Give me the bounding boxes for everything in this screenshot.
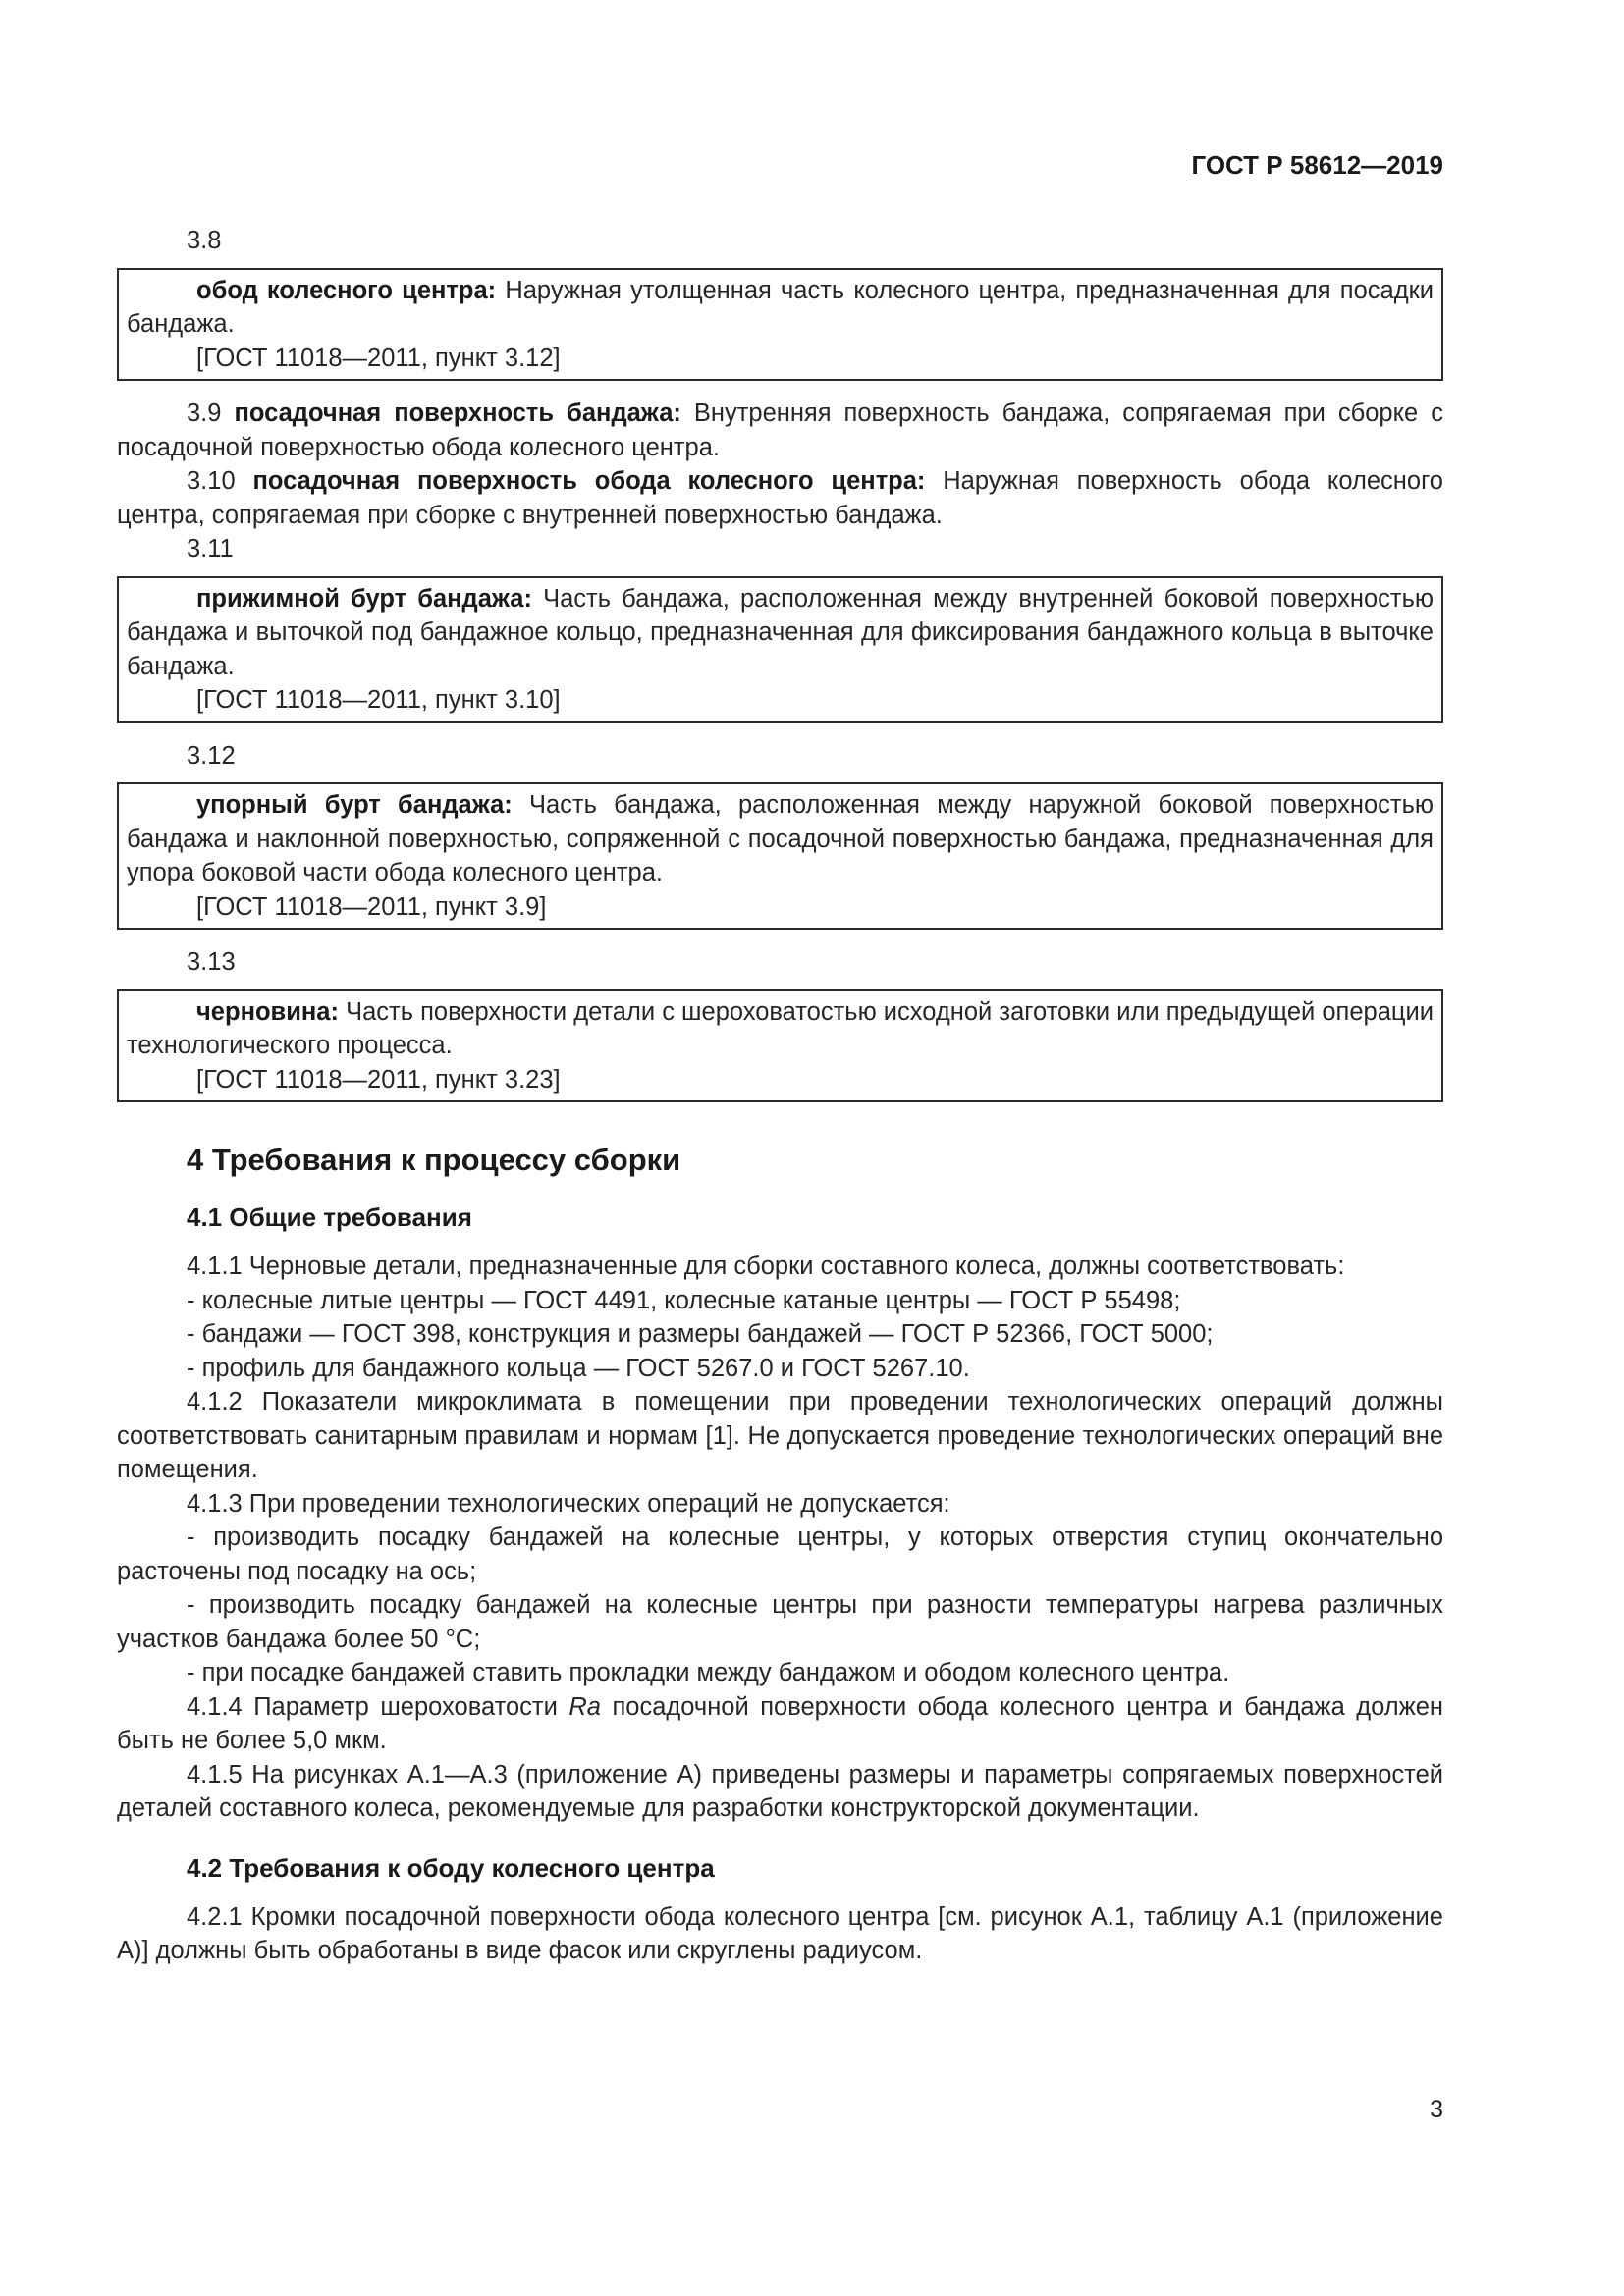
term-number: 3.10 [187,467,236,495]
term-text: Часть поверхности детали с шероховатостью исходной заготовки или предыдущей операции технологического процесса. [127,997,1434,1059]
term-definition [127,788,1434,890]
term-text: Внутренняя поверхность бандажа, сопрягаемая при сборке с посадочной поверхностью обода колесного центра. [117,400,1443,461]
term-reference: [ГОСТ 11018—2011, пункт 3.10] [196,686,561,714]
term-name: обод колесного центра: [196,276,497,304]
term-definition [127,274,1434,342]
term-name: прижимной бурт бандажа: [196,584,532,613]
list-item: - бандажи — ГОСТ 398, конструкция и размеры бандажей — ГОСТ Р 52366, ГОСТ 5000; [187,1320,1214,1348]
term-number: 3.8 [187,227,222,254]
term-text: Наружная утолщенная часть колесного центра, предназначенная для посадки бандажа. [127,276,1434,338]
list-item: - профиль для бандажного кольца — ГОСТ 5267.0 и ГОСТ 5267.10. [187,1354,970,1382]
page-content [117,224,1443,1968]
term-definition-box [117,268,1443,382]
document-header: ГОСТ Р 58612—2019 [1191,150,1443,180]
italic-symbol: Ra [568,1692,601,1721]
term-definition-box [117,782,1443,930]
page-number: 3 [1430,2096,1443,2123]
term-text: Часть бандажа, расположенная между внутренней боковой поверхностью бандажа и выточкой под бандажное кольцо, предназначенная для фиксирования бандажного кольца в выточке бандажа. [127,584,1434,680]
list-item: - колесные литые центры — ГОСТ 4491, колесные катаные центры — ГОСТ Р 55498; [187,1286,1181,1314]
list-item: - производить посадку бандажей на колесные центры, у которых отверстия ступиц окончательно расточены под посадку на ось; [117,1523,1443,1585]
subsection-heading: 4.1 Общие требования [187,1202,472,1232]
term-reference: [ГОСТ 11018—2011, пункт 3.9] [196,892,547,921]
term-number: 3.9 [187,400,222,427]
term-name: черновина: [196,997,339,1026]
subsection-heading: 4.2 Требования к ободу колесного центра [187,1852,715,1883]
term-definition [127,995,1434,1063]
paragraph-4-2-1: 4.2.1 Кромки посадочной поверхности обода колесного центра [см. рисунок А.1, таблицу А.1 (приложение А)] должны быть обработаны в виде фасок или скруглены радиусом. [117,1902,1443,1964]
term-number: 3.13 [187,948,236,976]
term-paragraph [117,464,1443,532]
term-name: упорный бурт бандажа: [196,791,513,819]
paragraph-4-1-1: 4.1.1 Черновые детали, предназначенные для сборки составного колеса, должны соответствовать: [187,1253,1345,1280]
list-item: - при посадке бандажей ставить прокладки между бандажом и ободом колесного центра. [187,1659,1230,1686]
term-paragraph [117,397,1443,464]
term-name: посадочная поверхность бандажа: [234,400,681,427]
term-text: Часть бандажа, расположенная между наружной боковой поверхностью бандажа и наклонной поверхностью, сопряженной с посадочной поверхностью бандажа, предназначенная для упора боковой части обода колесного центра. [127,791,1434,886]
term-definition-box [117,989,1443,1103]
section-heading: 4 Требования к процессу сборки [187,1143,681,1177]
term-number: 3.11 [187,535,234,562]
text-segment: посадочной поверхности обода колесного центра и бандажа должен быть не более 5,0 мкм. [117,1692,1443,1754]
term-name: посадочная поверхность обода колесного центра: [252,467,926,495]
term-reference: [ГОСТ 11018—2011, пункт 3.23] [196,1065,561,1094]
paragraph-4-1-5: 4.1.5 На рисунках А.1—А.3 (приложение А) приведены размеры и параметры сопрягаемых поверхностей деталей составного колеса, рекомендуемые для разработки конструкторской документации. [117,1760,1443,1822]
term-definition [127,582,1434,684]
paragraph-4-1-2: 4.1.2 Показатели микроклимата в помещении при проведении технологических операций должны соответствовать санитарным правилам и нормам [1]. Не допускается проведение технологических операций вне помещения. [117,1388,1443,1483]
term-definition-box [117,576,1443,723]
paragraph-4-1-4 [117,1690,1443,1758]
paragraph-4-1-3: 4.1.3 При проведении технологических операций не допускается: [187,1489,950,1518]
list-item: - производить посадку бандажей на колесные центры при разности температуры нагрева различных участков бандажа более 50 °С; [117,1591,1443,1653]
term-reference: [ГОСТ 11018—2011, пункт 3.12] [196,344,561,372]
term-number: 3.12 [187,741,236,770]
text-segment: 4.1.4 Параметр шероховатости [187,1692,569,1721]
term-text: Наружная поверхность обода колесного центра, сопрягаемая при сборке с внутренней поверхностью бандажа. [117,467,1443,529]
